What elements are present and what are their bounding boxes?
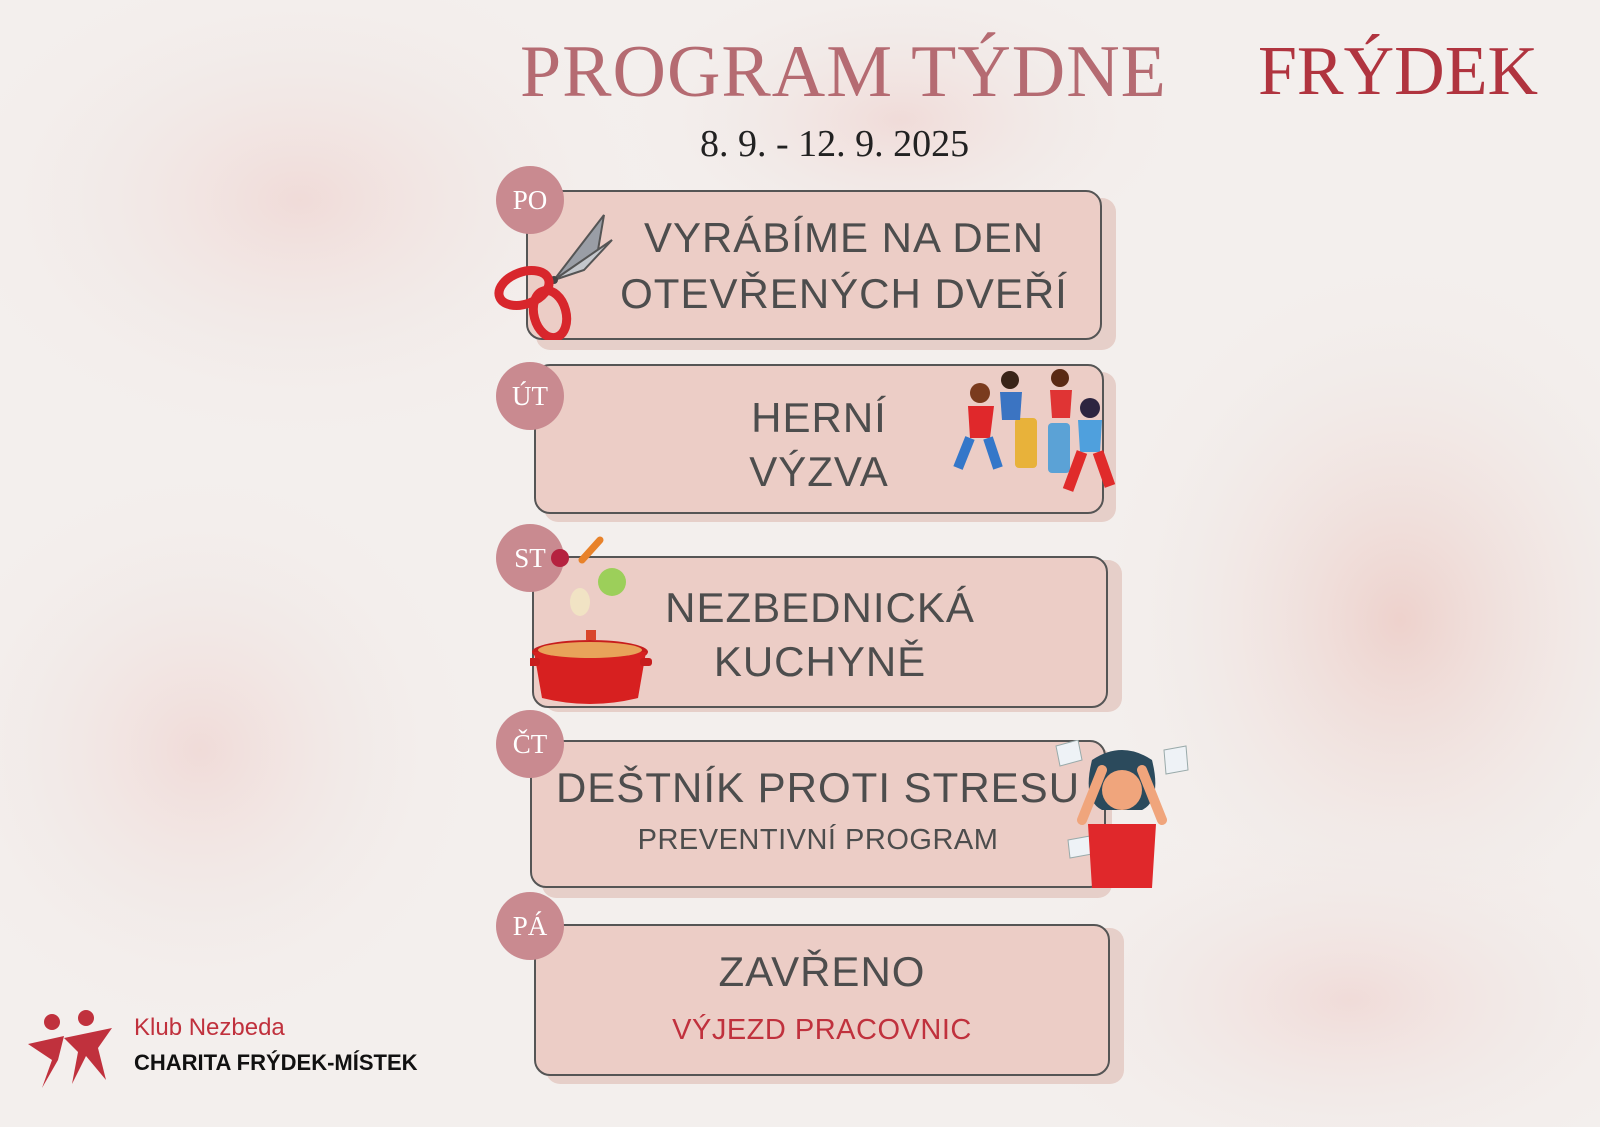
stressed-woman-illustration — [1052, 740, 1192, 888]
day-badge-monday: PO — [496, 166, 564, 234]
city-title: FRÝDEK — [1258, 33, 1539, 110]
card-title-line2: OTEVŘENÝCH DVEŘÍ — [620, 270, 1068, 317]
klub-nezbeda-logo — [24, 1008, 124, 1098]
scissors-icon — [494, 210, 614, 340]
day-badge-thursday: ČT — [496, 710, 564, 778]
org-parent: CHARITA FRÝDEK-MÍSTEK — [134, 1050, 418, 1075]
day-card-friday — [534, 924, 1110, 1076]
card-title-line1: NEZBEDNICKÁ — [665, 584, 975, 631]
card-subtitle: PREVENTIVNÍ PROGRAM — [637, 824, 999, 856]
card-title: DEŠTNÍK PROTI STRESU — [555, 764, 1081, 811]
cooking-pot-illustration — [530, 530, 660, 710]
card-title-line1: HERNÍ — [751, 394, 887, 441]
org-name: Klub Nezbeda — [134, 1014, 285, 1041]
card-title-line1: VYRÁBÍME NA DEN — [643, 214, 1045, 261]
day-badge-friday: PÁ — [496, 892, 564, 960]
day-badge-tuesday: ÚT — [496, 362, 564, 430]
card-title: ZAVŘENO — [718, 948, 926, 995]
page-title: PROGRAM TÝDNE — [520, 31, 1167, 113]
date-range: 8. 9. - 12. 9. 2025 — [700, 123, 970, 165]
day-card-thursday — [530, 740, 1106, 888]
card-title-line2: KUCHYNĚ — [713, 638, 927, 685]
card-subtitle: VÝJEZD PRACOVNIC — [672, 1014, 972, 1046]
card-title-line2: VÝZVA — [749, 448, 889, 495]
musical-chairs-kids-illustration — [950, 368, 1140, 508]
day-badge-wednesday: ST — [496, 524, 564, 592]
